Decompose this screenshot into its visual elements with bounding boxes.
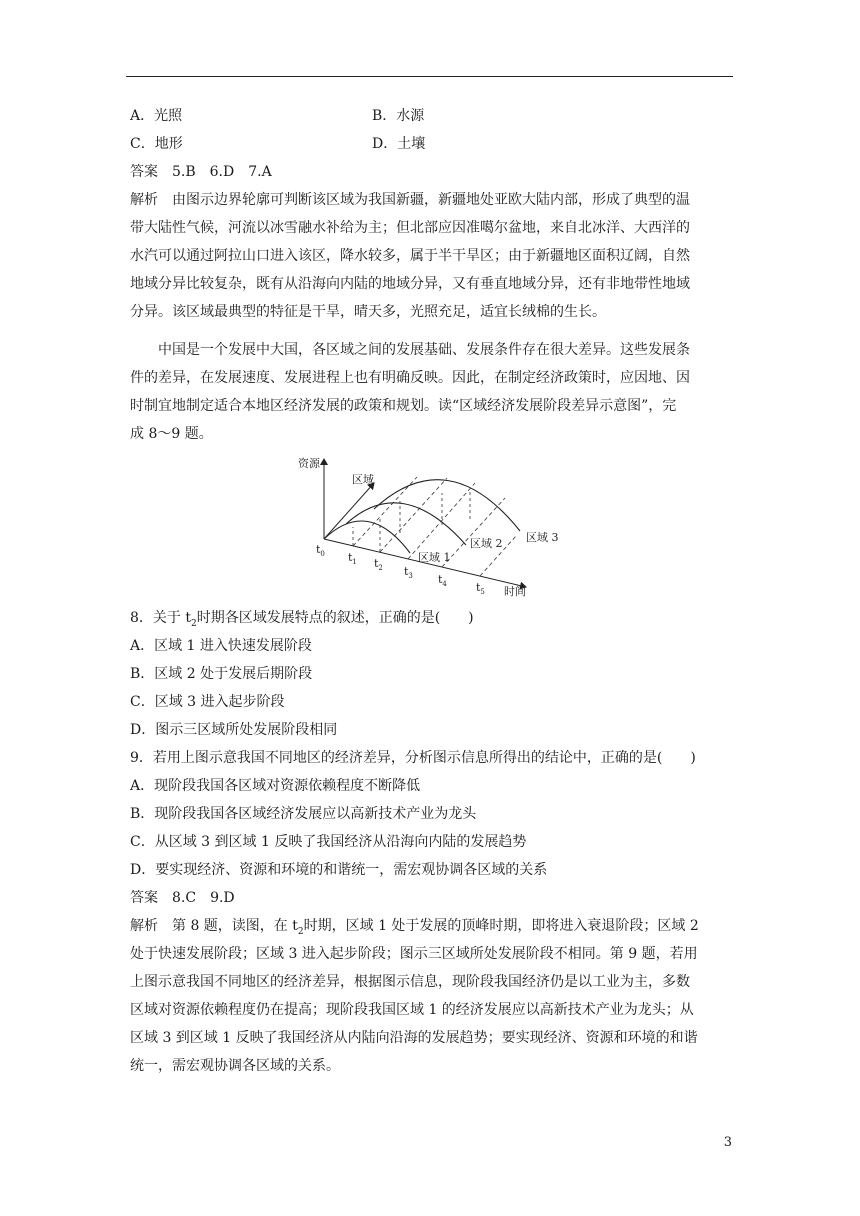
region-2-label: 区域 2 — [470, 537, 503, 550]
intro-line: 时制宜地制定适合本地区经济发展的政策和规划。读“区域经济发展阶段差异示意图”，完 — [130, 398, 677, 414]
explanation-line: 水汽可以通过阿拉山口进入该区，降水较多，属于半干旱区；由于新疆地区面积辽阔，自然 — [130, 248, 690, 264]
q8-option-b: B．区域 2 处于发展后期阶段 — [130, 666, 313, 682]
q9-option-a: A．现阶段我国各区域对资源依赖程度不断降低 — [130, 778, 421, 794]
q9-option-b: B．现阶段我国各区域经济发展应以高新技术产业为龙头 — [130, 806, 477, 822]
tick-t4: $t_4$ — [438, 573, 447, 588]
intro-line: 成 8～9 题。 — [130, 426, 213, 442]
explanation-line: 处于快速发展阶段；区域 3 进入起步阶段；图示三区域所处发展阶段不相同。第 9 题，若用 — [130, 946, 698, 962]
q9-option-c: C．从区域 3 到区域 1 反映了我国经济从沿海向内陆的发展趋势 — [130, 834, 527, 850]
explanation-line: 统一，需宏观协调各区域的关系。 — [130, 1058, 340, 1074]
tick-t2: $t_2$ — [374, 557, 383, 572]
question-8-stem: 8．关于 $t_2$时期各区域发展特点的叙述，正确的是( ) — [130, 610, 474, 629]
tick-t5: $t_5$ — [476, 581, 485, 596]
q8-option-d: D．图示三区域所处发展阶段相同 — [130, 722, 338, 738]
option-d: D．土壤 — [372, 136, 426, 152]
y-axis-label: 资源 — [298, 457, 320, 470]
explanation-line: 解析 第 8 题，读图，在 $t_2$时期，区域 1 处于发展的顶峰时期，即将进入衰退阶段；区域 2 — [130, 918, 699, 937]
region-3-label: 区域 3 — [526, 531, 559, 544]
tick-t3: $t_3$ — [404, 565, 413, 580]
curve-region-1 — [324, 521, 410, 553]
explanation-line: 解析 由图示边界轮廓可判断该区域为我国新疆，新疆地处亚欧大陆内部，形成了典型的温 — [130, 192, 690, 208]
option-b: B．水源 — [372, 108, 425, 124]
explanation-line: 分异。该区域最典型的特征是干旱，晴天多，光照充足，适宜长绒棉的生长。 — [130, 304, 606, 320]
explanation-line: 区域对资源依赖程度仍在提高；现阶段我国区域 1 的经济发展应以高新技术产业为龙头；从 — [130, 1002, 694, 1018]
curve-region-2 — [346, 503, 466, 545]
answer-5-7: 答案 5.B 6.D 7.A — [130, 164, 272, 180]
x-axis-label: 时间 — [504, 585, 526, 598]
region-axis-label: 区域 — [352, 473, 374, 486]
explanation-line: 带大陆性气候，河流以冰雪融水补给为主；但北部应因准噶尔盆地，来自北冰洋、大西洋的 — [130, 220, 690, 236]
header-rule — [126, 76, 733, 77]
tick-t0: $t_0$ — [316, 543, 325, 558]
explanation-line: 地域分异比较复杂，既有从沿海向内陆的地域分异，又有垂直地域分异，还有非地带性地域 — [130, 276, 690, 292]
q9-option-d: D．要实现经济、资源和环境的和谐统一，需宏观协调各区域的关系 — [130, 862, 548, 878]
q8-option-c: C．区域 3 进入起步阶段 — [130, 694, 285, 710]
q8-option-a: A．区域 1 进入快速发展阶段 — [130, 638, 312, 654]
question-9-stem: 9．若用上图示意我国不同地区的经济差异，分析图示信息所得出的结论中，正确的是( ) — [130, 750, 696, 766]
intro-line: 件的差异，在发展速度、发展进程上也有明确反映。因此，在制定经济政策时，应因地、因 — [130, 370, 690, 386]
tick-t1: $t_1$ — [348, 551, 357, 566]
page-number: 3 — [723, 1135, 732, 1150]
option-a: A．光照 — [130, 108, 183, 124]
region-1-label: 区域 1 — [418, 551, 451, 564]
explanation-line: 上图示意我国不同地区的经济差异，根据图示信息，现阶段我国经济仍是以工业为主，多数 — [130, 974, 690, 990]
answer-8-9: 答案 8.C 9.D — [130, 890, 235, 906]
curve-region-3 — [374, 480, 520, 531]
explanation-line: 区域 3 到区域 1 反映了我国经济从内陆向沿海的发展趋势；要实现经济、资源和环境的和谐 — [130, 1030, 698, 1046]
option-c: C．地形 — [130, 136, 183, 152]
region-axis — [324, 483, 374, 539]
intro-line: 中国是一个发展中大国，各区域之间的发展基础、发展条件存在很大差异。这些发展条 — [130, 342, 690, 358]
region-development-diagram — [290, 449, 570, 599]
